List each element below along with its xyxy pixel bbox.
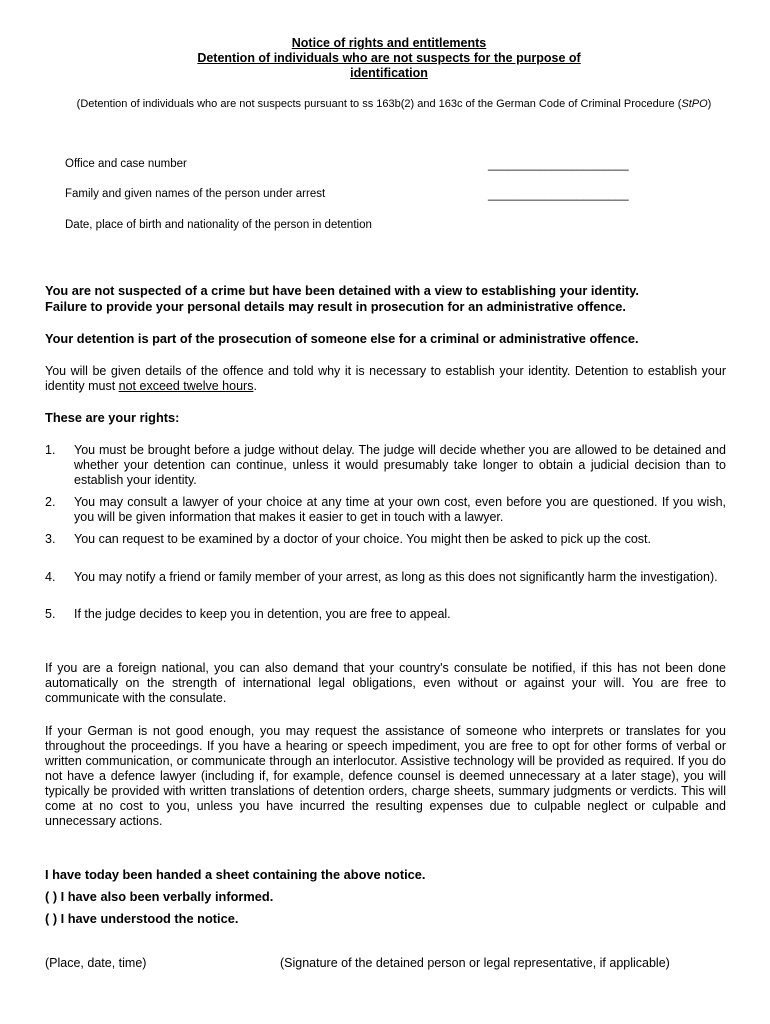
list-number: 5. — [45, 607, 56, 621]
list-item-text: If the judge decides to keep you in detention, you are free to appeal. — [74, 607, 451, 621]
not-suspected-statement: You are not suspected of a crime but have been detained with a view to establishing your identity. — [45, 283, 639, 298]
handed-notice-statement: I have today been handed a sheet containing the above notice. — [45, 867, 426, 882]
person-name-label: Family and given names of the person under arrest — [65, 188, 326, 200]
document-title: Notice of rights and entitlements — [291, 36, 487, 50]
intro-note: (Detention of individuals who are not suspects pursuant to ss 163b(2) and 163c of the German Code of Criminal Procedure (StPO) — [76, 98, 712, 110]
stpo-abbreviation: StPO — [681, 98, 708, 110]
list-item-text: You must be brought before a judge without delay. The judge will decide whether you are allowed to be detained and whether your detention can continue, unless it would presumably take longer to obtain a judicial decision than to establish your identity. — [74, 443, 726, 487]
document-subtitle: Detention of individuals who are not suspects for the purpose of — [197, 51, 581, 65]
office-case-number-label: Office and case number — [65, 158, 187, 170]
list-number: 2. — [45, 495, 56, 509]
list-item-text: You can request to be examined by a doctor of your choice. You might then be asked to pick up the cost. — [74, 532, 651, 546]
rights-list-item — [45, 532, 726, 547]
signature-label: (Signature of the detained person or legal representative, if applicable) — [280, 956, 670, 970]
document-subtitle-continued: identification — [350, 66, 428, 80]
foreign-national-paragraph: If you are a foreign national, you can also demand that your country's consulate be notified, if this has not been done automatically on the strength of international legal obligations, even without or against your will. You are free to communicate with the consulate. — [45, 661, 726, 705]
office-case-number-field[interactable]: ______________________ — [488, 159, 629, 171]
person-name-field[interactable]: ______________________ — [488, 189, 629, 201]
place-date-time-label: (Place, date, time) — [45, 956, 147, 970]
twelve-hours-limit: not exceed twelve hours — [118, 379, 254, 393]
list-item-text: You may notify a friend or family member of your arrest, as long as this does not significantly harm the investigation). — [74, 570, 718, 584]
rights-list-item — [45, 607, 726, 622]
verbally-informed-checkbox[interactable]: ( ) I have also been verbally informed. — [45, 889, 274, 904]
failure-consequence-statement: Failure to provide your personal details may result in prosecution for an administrative offence. — [45, 299, 626, 314]
prosecution-statement: Your detention is part of the prosecution of someone else for a criminal or administrative offence. — [45, 331, 639, 346]
list-number: 1. — [45, 443, 56, 457]
offence-details-paragraph: You will be given details of the offence and told why it is necessary to establish your identity. Detention to establish your identity must not exceed twelve hours. — [45, 364, 726, 393]
rights-heading: These are your rights: — [45, 410, 180, 425]
birth-nationality-label: Date, place of birth and nationality of the person in detention — [65, 219, 372, 231]
list-item-text: You may consult a lawyer of your choice at any time at your own cost, even before you are questioned. If you wish, you will be given information that makes it easier to get in touch with a lawyer. — [74, 495, 726, 524]
list-number: 4. — [45, 570, 56, 584]
list-number: 3. — [45, 532, 56, 546]
interpreter-paragraph: If your German is not good enough, you may request the assistance of someone who interprets or translates for you throughout the proceedings. If you have a hearing or speech impediment, you are free to opt for other forms of verbal or written communication, or communicate through an interlocutor. Assistive technology will be provided as required. If you do not have a defence lawyer (including if, for example, defence counsel is deemed unnecessary at a later stage), you will typically be provided with written translations of detention orders, charge sheets, summary judgments or verdicts. This will come at no cost to you, unless you have incurred the resulting expenses due to culpable neglect or culpable and unnecessary actions. — [45, 724, 726, 828]
rights-list-item — [45, 495, 726, 525]
rights-list-item — [45, 570, 726, 585]
rights-list-item — [45, 443, 726, 488]
understood-notice-checkbox[interactable]: ( ) I have understood the notice. — [45, 911, 239, 926]
